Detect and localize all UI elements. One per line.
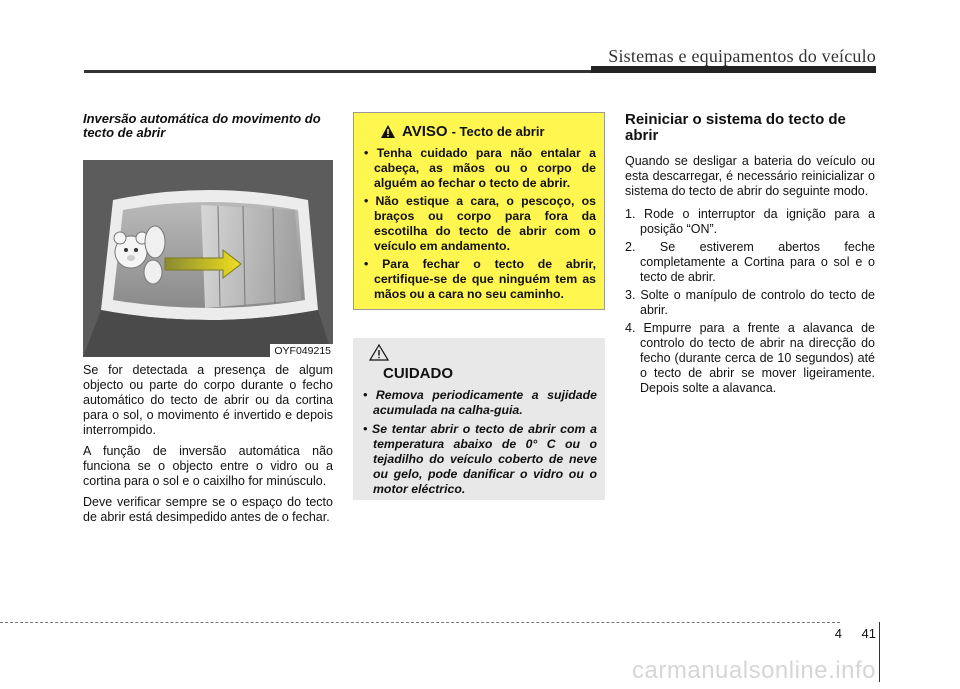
step-item: 2. Se estiverem abertos feche completamente a Cortina para o sol e o tecto de abrir.: [625, 240, 875, 284]
step-item: 3. Solte o manípulo de controlo do tecto de abrir.: [625, 288, 875, 317]
sunroof-illustration: [83, 160, 333, 357]
right-column: [625, 112, 875, 399]
page-number-separator: [879, 622, 880, 682]
middle-column: [353, 112, 605, 500]
left-column: [83, 112, 333, 525]
warning-triangle-icon: [380, 124, 396, 139]
warning-title: [380, 123, 596, 140]
chapter-number: 4: [834, 626, 842, 641]
steps-list: [625, 207, 875, 396]
header-rule-accent: [591, 66, 876, 73]
caution-item: • Remova periodicamente a sujidade acumulada na calha-guia.: [363, 388, 597, 417]
subheading: Inversão automática do movimento do tecto de abrir: [83, 111, 321, 140]
paragraph: Deve verificar sempre se o espaço do tecto de abrir está desimpedido antes de o fechar.: [83, 495, 333, 524]
page-number-value: 41: [861, 626, 876, 641]
step-item: 1. Rode o interruptor da ignição para a posição “ON”.: [625, 207, 875, 236]
section-title: Reiniciar o sistema do tecto de abrir: [625, 111, 846, 144]
warning-label: AVISO: [402, 123, 448, 140]
warning-item: • Não estique a cara, o pescoço, os braços ou corpo para fora da escotilha do tecto de abrir com o veículo em andamento.: [364, 194, 596, 253]
paragraph: A função de inversão automática não funciona se o objecto entre o vidro ou a cortina para o sol e o caixilho for minúsculo.: [83, 444, 333, 488]
caution-list: [361, 388, 597, 497]
figure-code: OYF049215: [270, 344, 333, 357]
warning-subtitle: - Tecto de abrir: [451, 124, 545, 139]
caution-title: CUIDADO: [383, 365, 453, 382]
caution-triangle-icon: [369, 344, 389, 361]
paragraph: Se for detectada a presença de algum objecto ou parte do corpo durante o fecho automático do tecto de abrir ou da cortina para o sol, o movimento é invertido e depois interrompido.: [83, 363, 333, 437]
warning-list: [362, 146, 596, 302]
intro-paragraph: Quando se desligar a bateria do veículo ou esta descarregar, é necessário reinicializar o sistema do tecto de abrir do seguinte modo.: [625, 154, 875, 198]
footer-rule: [0, 622, 840, 623]
sunroof-figure: [83, 160, 333, 357]
warning-item: • Tenha cuidado para não entalar a cabeça, as mãos ou o corpo de alguém ao fechar o tecto de abrir.: [364, 146, 596, 190]
watermark: carmanualsonline.info: [632, 657, 876, 684]
caution-box: [353, 338, 605, 500]
step-item: 4. Empurre para a frente a alavanca de controlo do tecto de abrir na direcção do fecho (durante cerca de 10 segundos) até o tecto de abrir se mover ligeiramente. Depois solte a alavanca.: [625, 321, 875, 395]
caution-item: • Se tentar abrir o tecto de abrir com a temperatura abaixo de 0° C ou o tejadilho do veículo coberto de neve ou gelo, pode danificar o vidro ou o motor eléctrico.: [363, 422, 597, 496]
warning-item: • Para fechar o tecto de abrir, certifique-se de que ninguém tem as mãos ou a cara no seu caminho.: [364, 257, 596, 301]
header-title: Sistemas e equipamentos do veículo: [608, 46, 876, 66]
warning-box: [353, 112, 605, 310]
